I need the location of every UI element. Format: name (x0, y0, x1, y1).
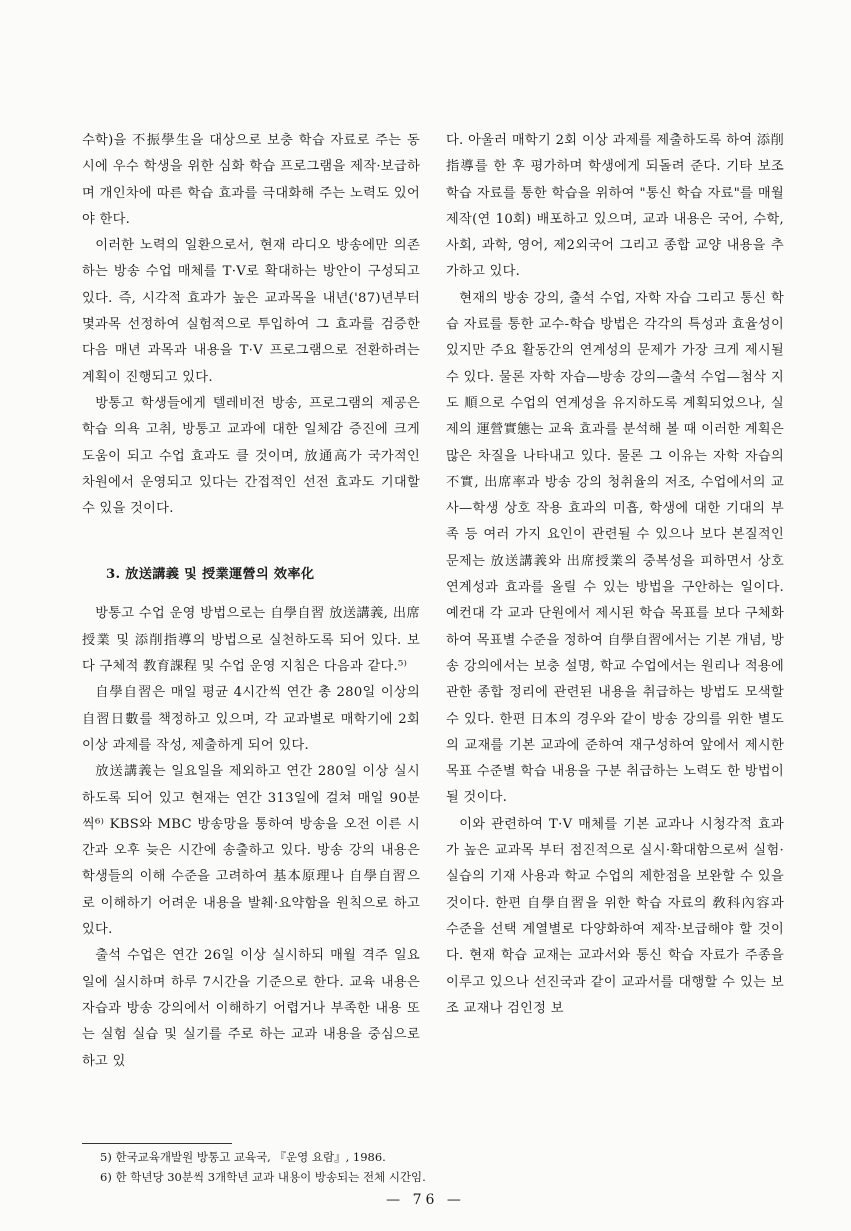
section-heading: 3. 放送講義 및 授業運營의 效率化 (106, 567, 315, 583)
footnote-5: 5) 한국교육개발원 방통고 교육국, 『운영 요람』, 1986. (100, 1150, 386, 1164)
left-paragraph-6: 放送講義는 일요일을 제외하고 연간 280일 이상 실시하도록 되어 있고 현재는 연간 313일에 걸쳐 매일 90분씩⁶⁾ KBS와 MBC 방송망을 통하여 방송을 오전 이른 시간과 오후 늦은 시간에 송출하고 있다. 방송 강의 내용은 학생들의 이해 수준을 고려하여 基本原理나 自學自習으로 이해하기 어려운 내용을 발췌·요약함을 원칙으로 하고 있다. (82, 764, 420, 938)
page-number: — 76 — (386, 1192, 465, 1208)
left-paragraph-2: 이러한 노력의 일환으로서, 현재 라디오 방송에만 의존하는 방송 수업 매체를 T·V로 확대하는 방안이 구성되고 있다. 즉, 시각적 효과가 높은 교과목을 내년('87)년부터 몇과목 선정하여 실험적으로 투입하여 그 효과를 검증한 다음 매년 과목과 내용을 T·V 프로그램으로 전환하려는 계획이 진행되고 있다. (82, 238, 420, 385)
right-paragraph-2: 현재의 방송 강의, 출석 수업, 자학 자습 그리고 통신 학습 자료를 통한 교수-학습 방법은 각각의 특성과 효율성이 있지만 주요 활동간의 연계성의 문제가 가장 크게 제시될 수 있다. 물론 자학 자습—방송 강의—출석 수업—첨삭 지도 順으로 수업의 연계성을 유지하도록 계획되었으나, 실제의 運營實態는 교육 효과를 분석해 볼 때 이러한 계획은 많은 차질을 나타내고 있다. 물론 그 이유는 자학 자습의 不實, 出席率과 방송 강의 청취율의 저조, 수업에서의 교사—학생 상호 작용 효과의 미흡, 학생에 대한 기대의 부족 등 여러 가지 요인이 관련될 수 있으나 보다 본질적인 문제는 放送講義와 出席授業의 중복성을 피하면서 상호 연계성과 효과를 올릴 수 있는 방법을 구안하는 일이다. 예컨대 각 교과 단원에서 제시된 학습 목표를 보다 구체화하여 목표별 수준을 정하여 自學自習에서는 기본 개념, 방송 강의에서는 보충 설명, 학교 수업에서는 원리나 적용에 관한 종합 정리에 관련된 내용을 취급하는 방법도 모색할 수 있다. 한편 日本의 경우와 같이 방송 강의를 위한 별도의 교재를 기본 교과에 준하여 재구성하여 앞에서 제시한 목표 수준별 학습 내용을 구분 취급하는 노력도 한 방법이 될 것이다. (446, 290, 784, 806)
left-paragraph-3: 방통고 학생들에게 텔레비전 방송, 프로그램의 제공은 학습 의욕 고취, 방통고 교과에 대한 일체감 증진에 크게 도움이 되고 수업 효과도 클 것이며, 放通高가 국가적인 차원에서 운영되고 있다는 간접적인 선전 효과도 기대할 수 있을 것이다. (82, 395, 420, 517)
footnote-rule (82, 1143, 232, 1144)
footnote-6: 6) 한 학년당 30분씩 3개학년 교과 내용이 방송되는 전체 시간임. (100, 1170, 426, 1184)
right-paragraph-3: 이와 관련하여 T·V 매체를 기본 교과나 시청각적 효과가 높은 교과목 부터 점진적으로 실시·확대함으로써 실험·실습의 기재 사용과 학교 수업의 제한점을 보완할 수 있을 것이다. 한편 自學自習을 위한 학습 자료의 敎科內容과 수준을 선택 계열별로 다양화하여 제작·보급해야 할 것이다. 현재 학습 교재는 교과서와 통신 학습 자료가 주종을 이루고 있으나 선진국과 같이 교과서를 대행할 수 있는 보조 교재나 검인정 보 (446, 816, 784, 1016)
footnotes (100, 1147, 800, 1187)
left-paragraph-1: 수학)을 不振學生을 대상으로 보충 학습 자료로 주는 동시에 우수 학생을 위한 심화 학습 프로그램을 제작·보급하며 개인차에 따른 학습 효과를 극대화해 주는 노력도 있어야 한다. (82, 133, 420, 227)
left-paragraph-4: 방통고 수업 운영 방법으로는 自學自習 放送講義, 出席授業 및 添削指導의 방법으로 실천하도록 되어 있다. 보다 구체적 教育課程 및 수업 운영 지침은 다음과 같다.⁵⁾ (82, 606, 420, 675)
spacer (82, 522, 420, 548)
right-paragraph-1: 다. 아울러 매학기 2회 이상 과제를 제출하도록 하여 添削指導를 한 후 평가하며 학생에게 되돌려 준다. 기타 보조 학습 자료를 통한 학습을 위하여 "통신 학습 자료"를 매월 제작(연 10회) 배포하고 있으며, 교과 내용은 국어, 수학, 사회, 과학, 영어, 제2외국어 그리고 종합 교양 내용을 추가하고 있다. (446, 133, 784, 280)
right-column (446, 128, 784, 1022)
left-paragraph-5: 自學自習은 매일 평균 4시간씩 연간 총 280일 이상의 自習日數를 책정하고 있으며, 각 교과별로 매학기에 2회 이상 과제를 작성, 제출하게 되어 있다. (82, 685, 420, 753)
left-column (82, 128, 420, 1075)
left-paragraph-7: 출석 수업은 연간 26일 이상 실시하되 매월 격주 일요일에 실시하며 하루 7시간을 기준으로 한다. 교육 내용은 자습과 방송 강의에서 이해하기 어렵거나 부족한 내용 또는 실험 실습 및 실기를 주로 하는 교과 내용을 중심으로 하고 있 (82, 948, 420, 1069)
